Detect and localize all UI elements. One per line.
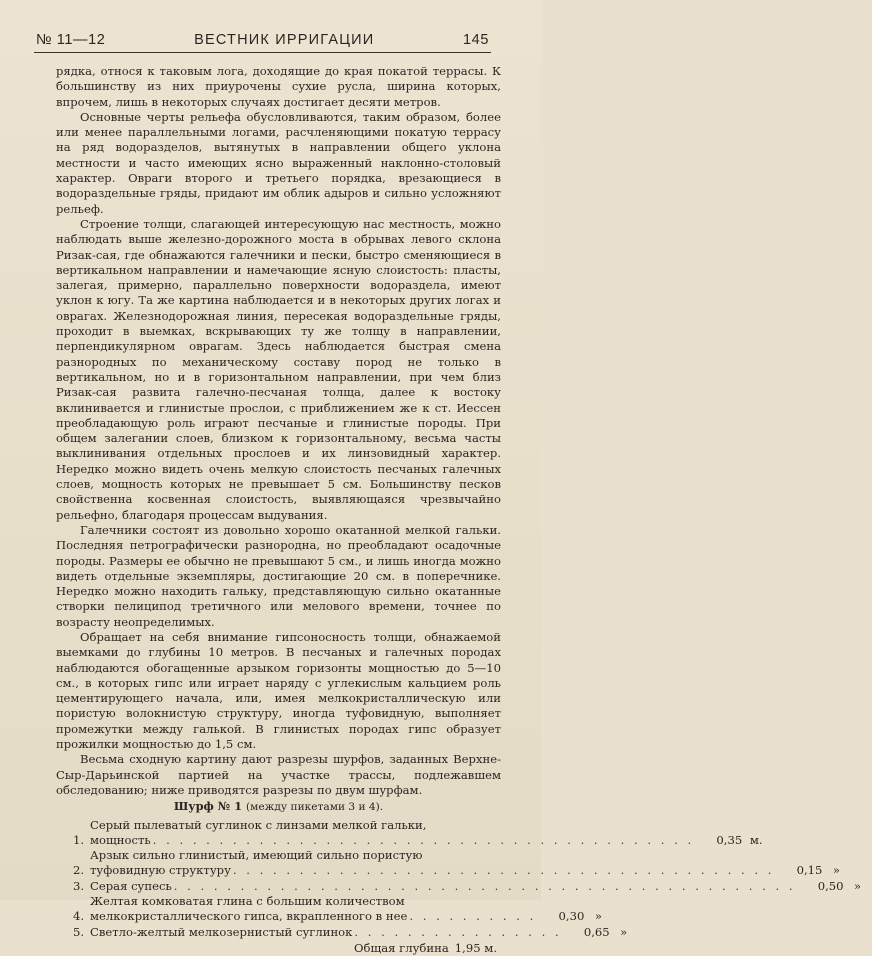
shurf-heading	[56, 799, 501, 815]
layer-unit: м.	[749, 832, 763, 847]
total-depth	[56, 941, 501, 956]
layer-number: 5.	[72, 924, 84, 939]
paragraph: Галечники состоят из довольно хорошо окатанной мелкой гальки. Последняя петрографически разнородна, но преобладают осадочные породы. Размеры ее обычно не превышают 5 см., и лишь иногда можно видеть отдельные экземпляры, достигающие 20 см. в поперечнике. Нередко можно находить гальку, представляющую сильно окатанные створки пелиципод третичного или мелового времени, точнее по возрасту неопределимых.	[56, 522, 501, 629]
layer-desc-line2: Светло-желтый мелкозернистый суглинок	[90, 924, 353, 939]
layer-desc-line2: мощность	[90, 832, 151, 847]
layer-thickness: 0,35	[716, 832, 743, 847]
leader-dots: . . . . . . . . . . . . . . . . . . . . . . . . . . . . . . . . . . . . . . . . .	[152, 832, 695, 847]
leader-dots: . . . . . . . . . .	[409, 909, 537, 924]
layer-unit: »	[853, 878, 862, 893]
paragraph: Весьма сходную картину дают разрезы шурфов, заданных Верхне-Сыр-Дарьинской партией на участке трассы, подлежавшем обследованию; ниже приводятся разрезы по двум шурфам.	[56, 752, 501, 797]
layer-number: 3.	[72, 878, 84, 893]
layer-number: 2.	[72, 863, 84, 878]
layer-desc-line2: туфовидную структуру	[90, 863, 231, 878]
layer-item	[56, 817, 763, 849]
paragraph: Основные черты рельефа обусловливаются, таким образом, более или менее параллельными логами, расчленяющими покатую террасу на ряд водоразделов, вытянутых в направлении общего уклона местности и часто имеющих ясно выраженный наклонно-столовый характер. Овраги второго и третьего порядка, врезающиеся в водораздельные гряды, придают им облик адыров и сильно усложняют рельеф.	[56, 109, 501, 216]
paragraph: Обращает на себя внимание гипсоносность толщи, обнажаемой выемками до глубины 10 метров. В песчаных и галечных породах наблюдаются обогащенные арзыком горизонты мощностью до 5—10 см., в которых гипс или играет наряду с углекислым кальцием роль цементирующего начала, или, имея мелкокристаллическую или пористую волокнистую структуру, иногда туфовидную, выполняет промежутки между галькой. В глинистых породах гипс образует прожилки мощностью до 1,5 см.	[56, 629, 501, 752]
article-body	[56, 64, 862, 956]
layer-item	[56, 894, 602, 925]
layer-item	[56, 878, 862, 894]
layer-desc-line2: Серая супесь	[90, 878, 172, 893]
header-rule	[34, 52, 491, 53]
layer-unit: »	[620, 924, 628, 939]
running-header	[36, 32, 489, 52]
leader-dots: . . . . . . . . . . . . . . . . . . . . . . . . . . . . . . . . . . . . . . . . . . . . . . .	[173, 878, 796, 893]
shurf-subtitle: (между пикетами 3 и 4).	[246, 801, 384, 814]
journal-title: ВЕСТНИК ИРРИГАЦИИ	[194, 32, 375, 48]
total-depth-value: 1,95 м.	[454, 940, 497, 955]
layer-desc-line1: Серый пылеватый суглинок с линзами мелкой гальки,	[90, 817, 427, 832]
issue-number: № 11—12	[36, 32, 106, 48]
layer-thickness: 0,15	[796, 863, 823, 878]
layer-item	[56, 848, 840, 879]
layer-number: 1.	[72, 832, 84, 847]
leader-dots: . . . . . . . . . . . . . . . . . . . . . . . . . . . . . . . . . . . . . . . . .	[232, 863, 775, 878]
layer-desc-line1: Арзык сильно глинистый, имеющий сильно пористую	[90, 848, 423, 863]
layer-number: 4.	[72, 909, 84, 924]
leader-dots: . . . . . . . . . . . . . . . .	[354, 924, 562, 939]
layer-unit: »	[832, 863, 840, 878]
layer-thickness: 0,65	[583, 924, 610, 939]
layer-desc-line1: Желтая комковатая глина с большим количеством	[90, 894, 405, 909]
page-number: 145	[463, 32, 489, 48]
paragraph: Строение толщи, слагающей интересующую нас местность, можно наблюдать выше железно-дорожного моста в обрывах левого склона Ризак-сая, где обнажаются галечники и пески, быстро сменяющиеся в вертикальном направлении и намечающие ясную слоистость: пласты, залегая, примерно, параллельно поверхности водораздела, имеют уклон к югу. Та же картина наблюдается и в некоторых других логах и оврагах. Железнодорожная линия, пересекая водораздельные гряды, проходит в выемках, вскрывающих ту же толщу в направлении, перпендикулярном оврагам. Здесь наблюдается быстрая смена разнородных по механическому составу пород не только в вертикальном, но и в горизонтальном направлении, при чем близ Ризак-сая развита галечно-песчаная толща, далее к востоку вклинивается и глинистые прослои, с приближением же к ст. Иессен преобладающую роль играют песчаные и глинистые породы. При общем залегании слоев, близком к горизонтальному, весьма часты выклинивания отдельных прослоев и их линзовидный характер. Нередко можно видеть очень мелкую слоистость песчаных галечных слоев, мощность которых не превышает 5 см. Большинству песков свойственна косвенная слоистость, выявляющаяся чрезвычайно рельефно, благодаря процессам выдувания.	[56, 216, 501, 522]
layer-thickness: 0,50	[817, 878, 844, 893]
shurf-title: Шурф № 1	[173, 799, 243, 814]
layer-item	[56, 924, 628, 940]
layer-desc-line2: мелкокристаллического гипса, вкрапленного в нее	[90, 909, 408, 924]
shurf-layer-list	[56, 817, 862, 940]
layer-thickness: 0,30	[558, 909, 585, 924]
total-depth-label: Общая глубина	[354, 940, 449, 955]
paragraph: рядка, относя к таковым лога, доходящие до края покатой террасы. К большинству из них приурочены сухие русла, ширина которых, впрочем, лишь в некоторых случаях достигает десяти метров.	[56, 64, 501, 109]
layer-unit: »	[594, 909, 602, 924]
